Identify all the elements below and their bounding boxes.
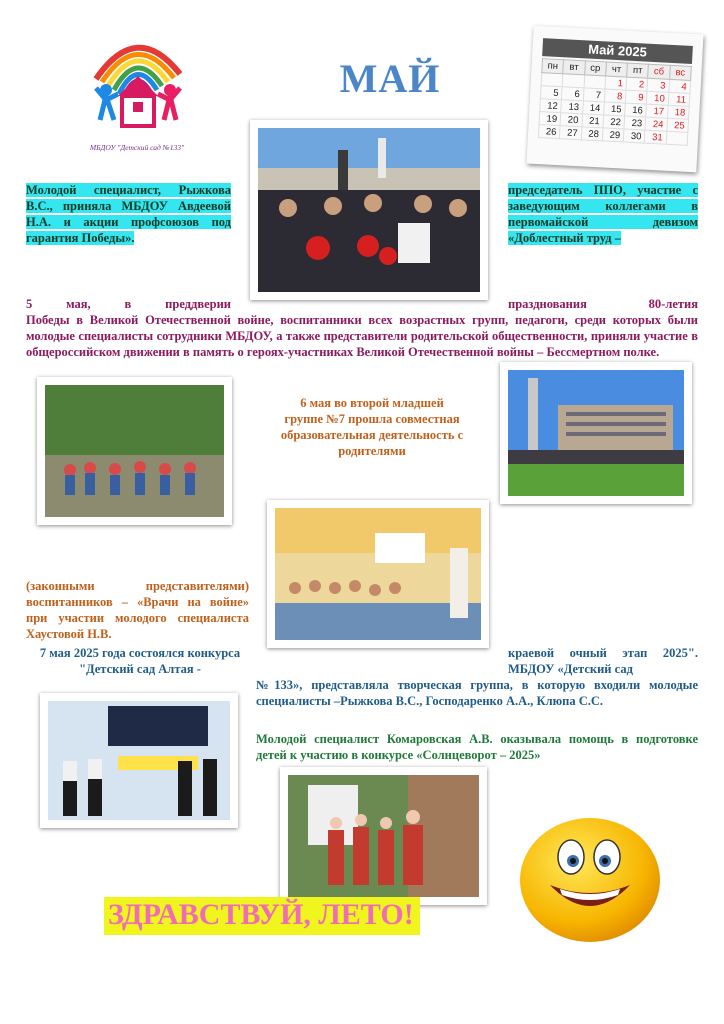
calendar-day: 4 xyxy=(669,79,691,93)
page-title: МАЙ xyxy=(339,56,441,101)
calendar-day: 2 xyxy=(626,77,648,91)
calendar-day: 8 xyxy=(604,89,626,103)
calendar-day: 30 xyxy=(623,129,645,143)
calendar-grid xyxy=(538,58,692,146)
block2-paragraph: Победы в Великой Отечественной войне, воспитанники всех возрастных групп, педагоги, среди которых были молодые специалисты сотрудники МБДОУ, а также представители родительской общественности, приняли участие в общероссийском движении в память о героях-участниках Великой Отечественной войны – Бессмертном полке. xyxy=(26,313,698,359)
block6-text: Молодой специалист Комаровская А.В. оказывала помощь в подготовке детей к участию в конкурсе «Солнцеворот – 2025» xyxy=(256,732,698,762)
calendar-day: 9 xyxy=(625,90,647,104)
calendar-day: 12 xyxy=(540,99,562,113)
smiley-face-icon xyxy=(515,815,665,945)
calendar-day: 6 xyxy=(562,87,584,101)
calendar-day: 14 xyxy=(582,101,604,115)
calendar-day: 18 xyxy=(667,105,689,119)
calendar-day: 26 xyxy=(538,125,560,139)
calendar-day: 5 xyxy=(540,86,562,100)
block2-line1-right: празднования 80-летия xyxy=(508,297,698,311)
calendar-weekday: ср xyxy=(584,61,606,76)
calendar-day: 1 xyxy=(605,76,627,90)
block4-text: (законными представителями) воспитанников – «Врачи на войне» при участии молодого специалиста Хаустовой Н.В. xyxy=(26,579,249,641)
calendar-day: 31 xyxy=(645,130,667,144)
calendar-day: 22 xyxy=(603,115,625,129)
calendar-day: 21 xyxy=(582,114,604,128)
photo-group-classroom xyxy=(267,500,489,648)
block1-right-text-highlighted: председатель ППО, участие с заведующим коллегами в первомайской девизом «Доблестный труд – xyxy=(508,183,698,245)
block2-line1-left: 5 мая, в преддверии xyxy=(26,297,231,311)
block5-left: 7 мая 2025 года состоялся конкурса "Детский сад Алтая - xyxy=(39,646,241,676)
calendar-day xyxy=(584,75,606,89)
calendar-weekday: пт xyxy=(627,63,649,78)
calendar-day: 20 xyxy=(560,113,582,127)
photo-kids-park xyxy=(37,377,232,525)
calendar-day xyxy=(541,73,563,87)
calendar-day: 19 xyxy=(539,112,561,126)
calendar-weekday: сб xyxy=(648,64,670,79)
photo-may-day-rally xyxy=(250,120,488,300)
calendar-day: 11 xyxy=(668,92,690,106)
calendar-day: 27 xyxy=(560,126,582,140)
block5-paragraph: №133», представляла творческая группа, в которую входили молодые специалисты –Рыжкова В.С., Господаренко А.А., Клюпа С.С. xyxy=(256,678,698,708)
photo-building-square xyxy=(500,362,692,504)
calendar-weekday: чт xyxy=(606,62,628,77)
calendar-day: 10 xyxy=(647,91,669,105)
calendar-day: 23 xyxy=(624,116,646,130)
calendar-day: 3 xyxy=(647,78,669,92)
block3-text: 6 мая во второй младшей группе №7 прошла совместная образовательная деятельность с родителями xyxy=(280,396,464,458)
calendar-day: 28 xyxy=(581,127,603,141)
calendar-day: 13 xyxy=(561,100,583,114)
block1-right-text xyxy=(508,182,698,246)
block5-right: краевой очный этап 2025". МБДОУ «Детский сад xyxy=(508,646,698,676)
calendar-weekday: вт xyxy=(563,60,585,75)
calendar-day: 25 xyxy=(667,118,689,132)
block1-left-text-highlighted: Молодой специалист, Рыжкова В.С., приняла МБДОУ Авдеевой Н.А. и акции профсоюзов под гарантия Победы». xyxy=(26,183,231,245)
calendar-weekday: вс xyxy=(669,65,691,80)
calendar xyxy=(527,26,704,173)
kindergarten-logo xyxy=(88,24,186,154)
calendar-month-label: Май 2025 xyxy=(542,38,693,64)
block1-left-text xyxy=(26,182,231,246)
calendar-day xyxy=(666,131,688,145)
calendar-day: 29 xyxy=(602,128,624,142)
calendar-weekday: пн xyxy=(542,59,564,74)
summer-greeting: ЗДРАВСТВУЙ, ЛЕТО! xyxy=(104,897,420,935)
calendar-day: 15 xyxy=(603,102,625,116)
calendar-day: 17 xyxy=(646,104,668,118)
calendar-day: 7 xyxy=(583,88,605,102)
photo-folk-costumes xyxy=(280,767,487,905)
calendar-day: 24 xyxy=(645,117,667,131)
logo-emblem xyxy=(88,24,186,136)
logo-caption: МБДОУ "Детский сад №133" xyxy=(89,143,185,152)
calendar-day xyxy=(562,74,584,88)
calendar-day: 16 xyxy=(625,103,647,117)
photo-contest-team xyxy=(40,693,238,828)
